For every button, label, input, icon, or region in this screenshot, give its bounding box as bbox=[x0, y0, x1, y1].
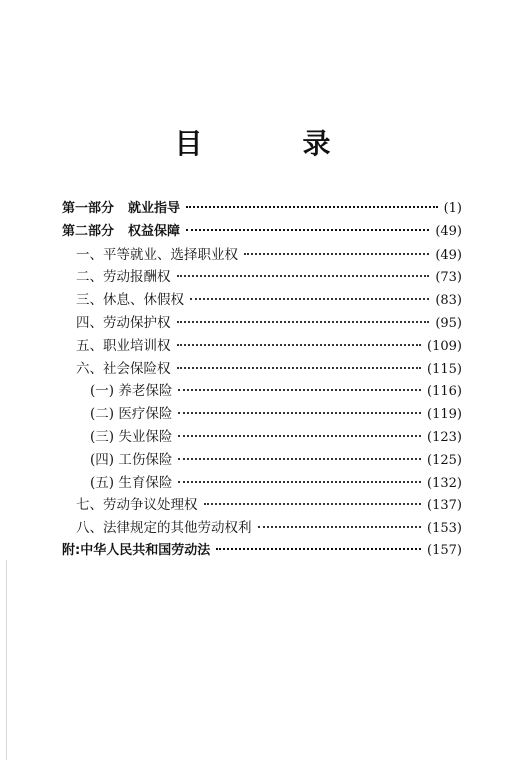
toc-dot-leader bbox=[186, 206, 438, 208]
page-edge-line bbox=[6, 560, 7, 760]
toc-dot-leader bbox=[178, 389, 421, 391]
toc-entry[interactable] bbox=[62, 471, 462, 494]
toc-entry-page: (153) bbox=[427, 521, 462, 537]
toc-entry[interactable] bbox=[62, 539, 462, 562]
toc-entry-text: (三) 失业保险 bbox=[90, 428, 173, 445]
toc-entry[interactable] bbox=[62, 243, 462, 266]
toc-entry-text: 一、平等就业、选择职业权 bbox=[76, 246, 238, 263]
toc-entry[interactable] bbox=[62, 357, 462, 380]
toc-entry-text: 二、劳动报酬权 bbox=[76, 269, 171, 286]
toc-dot-leader bbox=[177, 321, 430, 323]
toc-entry-label bbox=[62, 220, 180, 239]
toc-dot-leader bbox=[177, 344, 422, 346]
toc-entry-part: 第一部分 bbox=[62, 201, 115, 216]
toc-dot-leader bbox=[178, 481, 421, 483]
toc-entry-text: 四、劳动保护权 bbox=[76, 314, 171, 331]
toc-entry-page: (157) bbox=[427, 542, 462, 558]
toc-dot-leader bbox=[178, 435, 421, 437]
toc-entry-label bbox=[62, 197, 180, 216]
toc-dot-leader bbox=[204, 503, 422, 505]
toc-entry-text: (四) 工伤保险 bbox=[90, 451, 173, 468]
toc-dot-leader bbox=[258, 526, 422, 528]
toc-entry[interactable] bbox=[62, 379, 462, 402]
toc-dot-leader bbox=[177, 367, 422, 369]
toc-dot-leader bbox=[190, 298, 429, 300]
toc-entry[interactable] bbox=[62, 288, 462, 311]
table-of-contents bbox=[62, 197, 462, 562]
toc-entry[interactable] bbox=[62, 493, 462, 516]
toc-entry-page: (109) bbox=[427, 338, 462, 354]
toc-entry[interactable] bbox=[62, 516, 462, 539]
toc-entry-page: (49) bbox=[435, 223, 462, 239]
toc-entry[interactable] bbox=[62, 425, 462, 448]
toc-entry-page: (49) bbox=[435, 247, 462, 263]
toc-dot-leader bbox=[216, 548, 421, 550]
toc-entry-page: (123) bbox=[427, 429, 462, 445]
toc-entry[interactable] bbox=[62, 448, 462, 471]
page-title: 目 录 bbox=[174, 127, 367, 160]
toc-entry-page: (119) bbox=[427, 407, 462, 423]
toc-dot-leader bbox=[186, 229, 429, 231]
toc-entry-page: (132) bbox=[427, 475, 462, 491]
toc-entry-page: (125) bbox=[427, 452, 462, 468]
toc-entry-text: 权益保障 bbox=[128, 223, 181, 239]
toc-entry-page: (1) bbox=[443, 201, 462, 216]
toc-entry-page: (116) bbox=[427, 384, 462, 400]
toc-entry[interactable] bbox=[62, 334, 462, 357]
toc-entry[interactable] bbox=[62, 197, 462, 220]
toc-entry-text: (五) 生育保险 bbox=[90, 474, 173, 491]
toc-dot-leader bbox=[244, 253, 429, 255]
toc-entry[interactable] bbox=[62, 311, 462, 334]
toc-entry[interactable] bbox=[62, 402, 462, 425]
toc-dot-leader bbox=[177, 275, 430, 277]
toc-entry-text: 附:中华人民共和国劳动法 bbox=[62, 542, 211, 558]
toc-entry-page: (73) bbox=[435, 270, 462, 286]
toc-dot-leader bbox=[178, 412, 421, 414]
toc-entry-text: 八、法律规定的其他劳动权利 bbox=[76, 520, 252, 537]
toc-entry-text: 七、劳动争议处理权 bbox=[76, 497, 198, 514]
toc-entry-text: 五、职业培训权 bbox=[76, 337, 171, 354]
toc-dot-leader bbox=[178, 458, 421, 460]
toc-entry[interactable] bbox=[62, 265, 462, 288]
toc-entry-text: (二) 医疗保险 bbox=[90, 406, 173, 423]
toc-entry-page: (83) bbox=[435, 293, 462, 309]
toc-entry[interactable] bbox=[62, 220, 462, 243]
toc-entry-part: 第二部分 bbox=[62, 223, 115, 239]
toc-entry-text: 就业指导 bbox=[128, 201, 181, 216]
toc-entry-text: (一) 养老保险 bbox=[90, 383, 173, 400]
toc-entry-text: 六、社会保险权 bbox=[76, 360, 171, 377]
toc-entry-page: (137) bbox=[427, 498, 462, 514]
toc-entry-page: (115) bbox=[427, 361, 462, 377]
toc-entry-text: 三、休息、休假权 bbox=[76, 292, 184, 309]
toc-entry-page: (95) bbox=[435, 315, 462, 331]
